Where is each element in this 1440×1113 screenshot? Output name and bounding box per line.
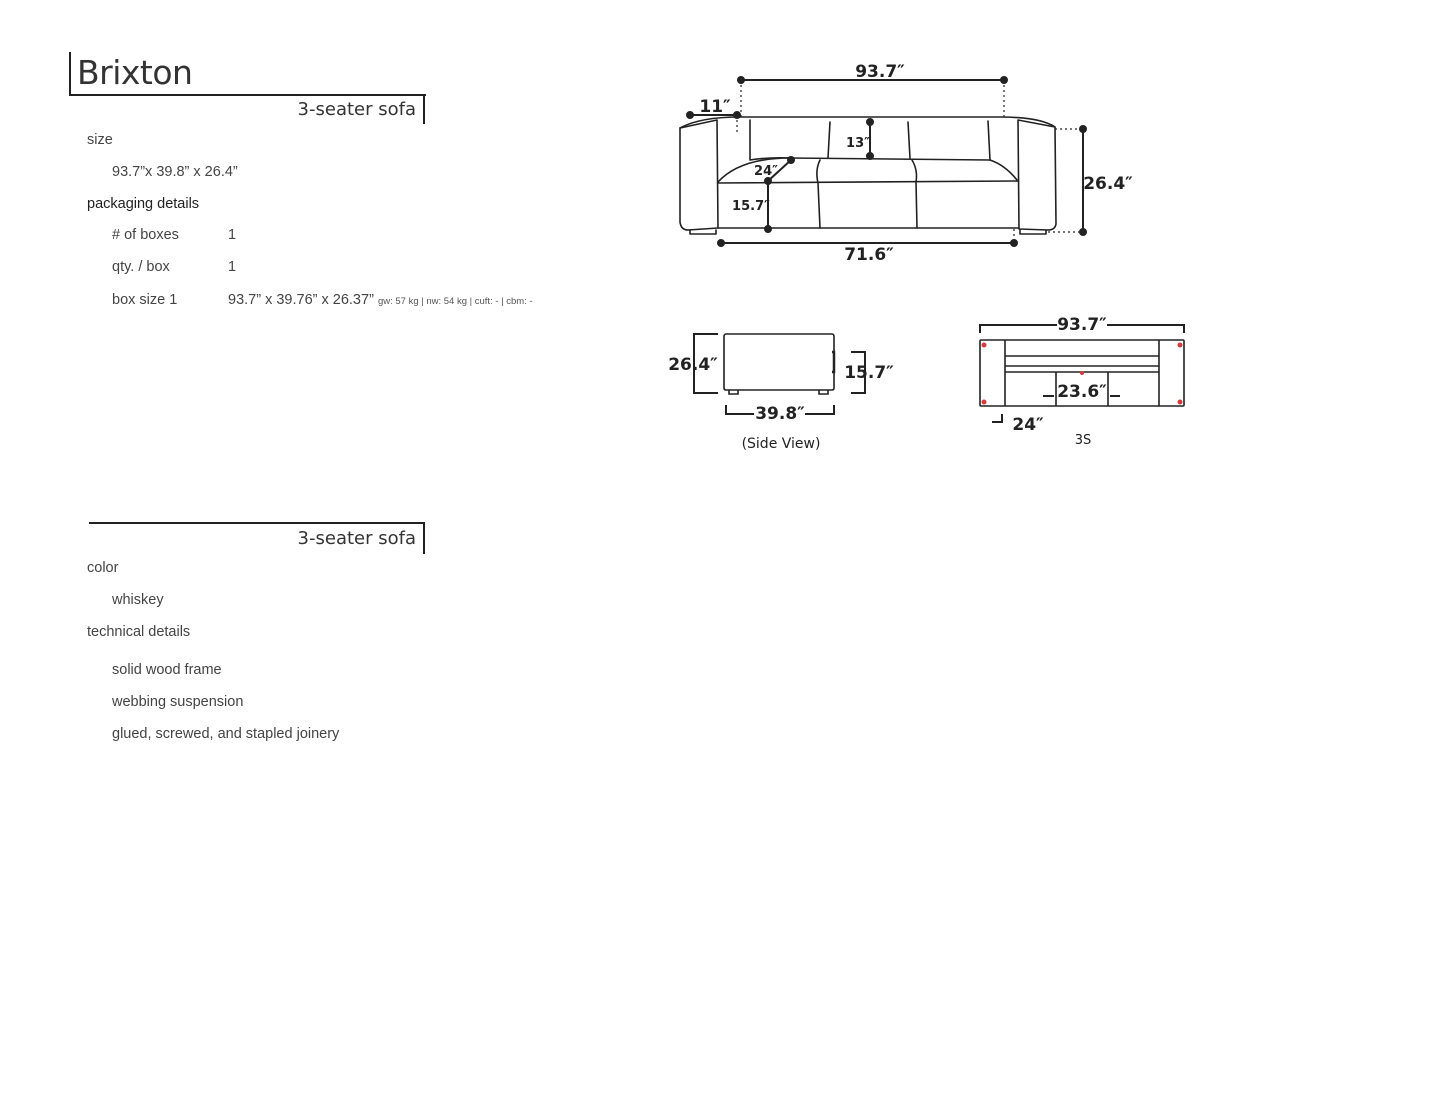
top-view-caption: 3S	[1074, 433, 1092, 448]
top-depth-label: 24″	[1012, 415, 1044, 435]
front-arm-label: 11″	[699, 97, 731, 117]
size-label: size	[87, 132, 113, 148]
front-height-label: 26.4″	[1083, 174, 1133, 194]
front-inner-width-label: 71.6″	[844, 245, 894, 265]
front-seat-height-label: 15.7″	[732, 199, 770, 214]
top-seat-label: 23.6″	[1057, 382, 1107, 402]
technical-item: glued, screwed, and stapled joinery	[112, 726, 340, 742]
side-depth-label: 39.8″	[755, 404, 805, 424]
boxes-value: 1	[228, 227, 237, 243]
boxes-label: # of boxes	[112, 227, 179, 243]
side-dimension-lines	[694, 334, 865, 414]
top-width-label: 93.7″	[1057, 315, 1107, 335]
technical-item: webbing suspension	[112, 694, 244, 710]
technical-item: solid wood frame	[112, 662, 222, 678]
color-label: color	[87, 560, 119, 576]
qty-value: 1	[228, 259, 237, 275]
details-type: 3-seater sofa	[297, 528, 416, 549]
front-width-label: 93.7″	[855, 62, 905, 82]
boxsize-weights: gw: 57 kg | nw: 54 kg | cuft: - | cbm: -	[377, 296, 533, 307]
boxsize-label: box size 1	[112, 292, 178, 308]
front-dimension-lines	[687, 77, 1086, 246]
front-back-label: 13″	[846, 136, 870, 151]
size-value: 93.7”x 39.8” x 26.4”	[112, 164, 238, 180]
technical-label: technical details	[87, 624, 191, 640]
front-depth-label: 24″	[754, 164, 778, 179]
side-view-caption: (Side View)	[741, 436, 821, 452]
sofa-side-view	[724, 334, 834, 394]
boxsize-dimensions: 93.7” x 39.76” x 26.37”	[228, 292, 374, 308]
side-height-label: 26.4″	[668, 355, 718, 375]
product-type: 3-seater sofa	[297, 99, 416, 120]
top-dimension-labels	[1012, 315, 1107, 435]
front-dimension-labels	[699, 62, 1133, 265]
qty-label: qty. / box	[112, 259, 170, 275]
sofa-front-view	[680, 117, 1056, 234]
color-value: whiskey	[112, 592, 164, 608]
packaging-label: packaging details	[87, 196, 200, 212]
side-seat-height-label: 15.7″	[844, 363, 894, 383]
product-name: Brixton	[77, 53, 193, 92]
